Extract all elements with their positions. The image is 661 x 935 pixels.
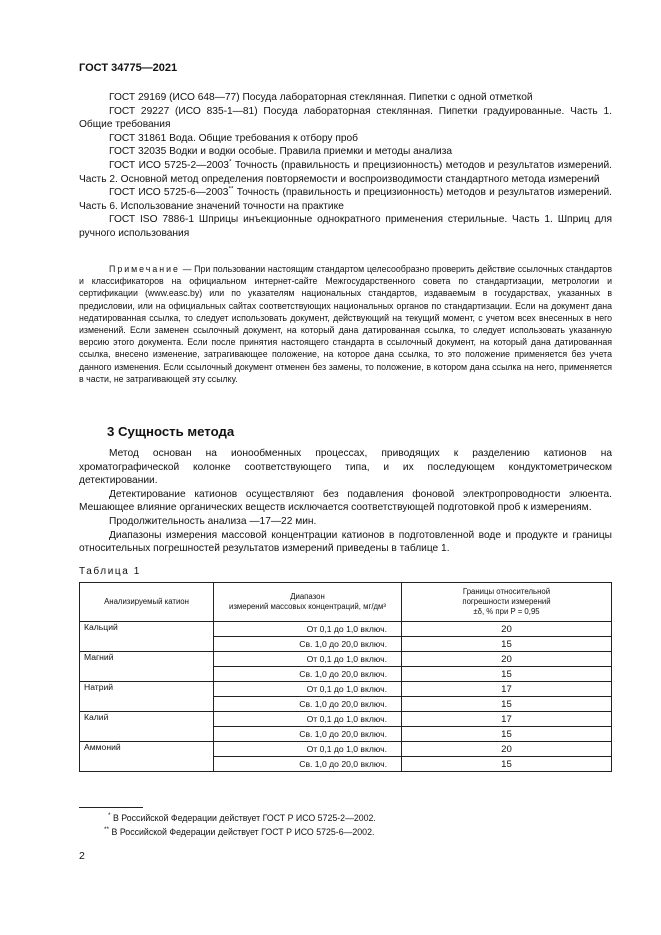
section-paragraph: Продолжительность анализа —17—22 мин. bbox=[109, 515, 317, 527]
cation-name: Кальций bbox=[80, 622, 214, 652]
range-cell: Св. 1,0 до 20,0 включ. bbox=[214, 757, 402, 772]
range-cell: Св. 1,0 до 20,0 включ. bbox=[214, 697, 402, 712]
reference-item: ГОСТ 31861 Вода. Общие требования к отбору проб bbox=[109, 132, 358, 144]
section-paragraph: Детектирование катионов осуществляют без подавления фоновой электропроводности элюента. Мешающее влияние органических веществ исключается соответствующей подготовкой проб к измерениям. bbox=[79, 488, 612, 514]
footnote-mark: * bbox=[228, 158, 232, 166]
footnote: ** В Российской Федерации действует ГОСТ Р ИСО 5725-6—2002. bbox=[104, 826, 375, 837]
reference-item: ГОСТ 32035 Водки и водки особые. Правила приемки и методы анализа bbox=[109, 146, 453, 158]
header-error: Границы относительной погрешности измерений ±δ, % при P = 0,95 bbox=[402, 583, 612, 622]
cation-name: Магний bbox=[80, 652, 214, 682]
error-cell: 20 bbox=[402, 622, 612, 637]
reference-item: ГОСТ ИСО 5725-2—2003* Точность (правильность и прецизионность) методов и результатов измерений. Часть 2. Основной метод определения повторяемости и воспроизводимости стандартного метода измерений bbox=[79, 158, 612, 185]
section-paragraph: Диапазоны измерения массовой концентрации катионов в подготовленной воде и продукте и границы относительных погрешностей результатов измерений приведены в таблице 1. bbox=[79, 529, 612, 555]
section-paragraph: Метод основан на ионообменных процессах, приводящих к разделению катионов на хроматографической колонке соответствующего типа, и их последующем кондуктометрическом детектировании. bbox=[79, 448, 612, 487]
error-cell: 15 bbox=[402, 727, 612, 742]
note-text: — При пользовании настоящим стандартом целесообразно проверить действие ссылочных стандартов и классификаторов на официальном интернет-сайте Межгосударственного совета по стандартизации, метрологии и сертификации (www.easc.by) или по указателям национальных стандартов, издаваемым в государствах, указанных в предисловии, или на официальных сайтах соответствующих национальных органов по стандартизации. Если на документ дана недатированная ссылка, то следует использовать документ, действующий на текущий момент, с учетом всех внесенных в него изменений. Если заменен ссылочный документ, на который дана датированная ссылка, то следует использовать указанную версию этого документа. Если после принятия настоящего стандарта в ссылочный документ, на который дана датированная ссылка, внесено изменение, затрагивающее положение, на которое дана ссылка, то это положение применяется без учета данного изменения. Если ссылочный документ отменен без замены, то положение, в котором дана ссылка на него, применяется в части, не затрагивающей эту ссылку. bbox=[79, 264, 612, 384]
section-heading: 3 Сущность метода bbox=[107, 424, 235, 439]
range-cell: Св. 1,0 до 20,0 включ. bbox=[214, 637, 402, 652]
footnote-mark: * bbox=[108, 812, 111, 820]
range-cell: От 0,1 до 1,0 включ. bbox=[214, 682, 402, 697]
table-row bbox=[80, 712, 612, 727]
range-cell: От 0,1 до 1,0 включ. bbox=[214, 652, 402, 667]
range-cell: От 0,1 до 1,0 включ. bbox=[214, 712, 402, 727]
footnote-mark: ** bbox=[228, 185, 234, 193]
note-label: Примечание bbox=[109, 264, 180, 274]
section-body bbox=[79, 447, 612, 556]
range-cell: Св. 1,0 до 20,0 включ. bbox=[214, 667, 402, 682]
header-range: Диапазон измерений массовых концентраций, мг/дм³ bbox=[214, 583, 402, 622]
range-cell: Св. 1,0 до 20,0 включ. bbox=[214, 727, 402, 742]
cation-name: Калий bbox=[80, 712, 214, 742]
cation-name: Натрий bbox=[80, 682, 214, 712]
footnote-separator bbox=[79, 807, 143, 808]
table-row bbox=[80, 682, 612, 697]
footnote-mark: ** bbox=[104, 826, 110, 834]
reference-item: ГОСТ 29227 (ИСО 835-1—81) Посуда лабораторная стеклянная. Пипетки градуированные. Часть 1. Общие требования bbox=[79, 105, 612, 131]
cation-name: Аммоний bbox=[80, 742, 214, 772]
error-cell: 20 bbox=[402, 652, 612, 667]
document-header: ГОСТ 34775—2021 bbox=[79, 62, 178, 74]
normative-references bbox=[79, 91, 612, 241]
error-cell: 15 bbox=[402, 667, 612, 682]
error-cell: 15 bbox=[402, 697, 612, 712]
error-cell: 20 bbox=[402, 742, 612, 757]
note-paragraph bbox=[79, 263, 612, 385]
error-cell: 15 bbox=[402, 757, 612, 772]
table-row bbox=[80, 622, 612, 637]
footnote: * В Российской Федерации действует ГОСТ Р ИСО 5725-2—2002. bbox=[108, 812, 376, 823]
error-cell: 15 bbox=[402, 637, 612, 652]
reference-item: ГОСТ ISO 7886-1 Шприцы инъекционные однократного применения стерильные. Часть 1. Шприц для ручного использования bbox=[79, 214, 612, 239]
range-cell: От 0,1 до 1,0 включ. bbox=[214, 622, 402, 637]
range-cell: От 0,1 до 1,0 включ. bbox=[214, 742, 402, 757]
reference-item: ГОСТ 29169 (ИСО 648—77) Посуда лабораторная стеклянная. Пипетки с одной отметкой bbox=[109, 92, 533, 103]
error-cell: 17 bbox=[402, 712, 612, 727]
table-row bbox=[80, 652, 612, 667]
table-row bbox=[80, 742, 612, 757]
header-cation: Анализируемый катион bbox=[80, 583, 214, 622]
table-header-row bbox=[80, 583, 612, 622]
reference-item: ГОСТ ИСО 5725-6—2003** Точность (правильность и прецизионность) методов и результатов измерений. Часть 6. Использование значений точности на практике bbox=[79, 185, 612, 212]
page-number: 2 bbox=[79, 850, 85, 862]
table-caption: Таблица 1 bbox=[79, 566, 141, 577]
cation-table bbox=[79, 582, 612, 772]
error-cell: 17 bbox=[402, 682, 612, 697]
